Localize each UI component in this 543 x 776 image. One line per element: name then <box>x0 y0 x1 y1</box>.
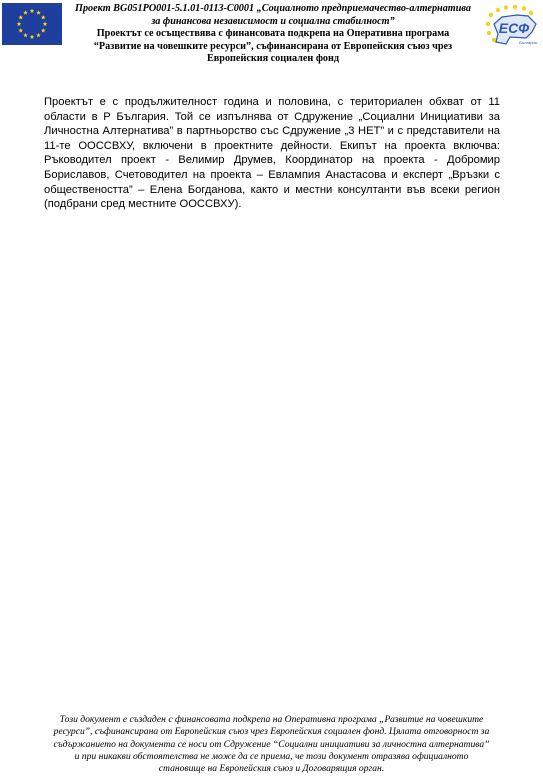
header-funding-line2: “Развитие на човешките ресурси”, съфинансирана от Европейския съюз чрез <box>93 40 453 52</box>
esf-logo-subtext: България <box>519 40 537 45</box>
esf-logo-text: ЕСФ <box>498 20 530 36</box>
header-funding-line3: Европейския социален фонд <box>207 53 339 65</box>
footer-line1: Този документ е създаден с финансовата подкрепа на Оперативна програма „Развитие на човешките <box>59 714 484 725</box>
eu-flag-icon <box>2 3 62 45</box>
footer-disclaimer <box>12 714 531 775</box>
footer-line3: съдържанието на документа се носи от Сдружение “Социални инициативи за личностна алтернатива” <box>53 738 490 750</box>
header-project-title-line1: Проект BG051PO001-5.1.01-0113-C0001 „Социалното предприемачество-алтернатива <box>75 3 471 14</box>
header-funding-line1: Проектът се осъществява с финансовата подкрепа на Оперативна програма <box>96 28 450 40</box>
esf-logo-icon <box>484 4 540 48</box>
header-project-info <box>64 3 482 66</box>
header-project-title-line2: за финансова независимост и социална стабилност” <box>151 15 395 27</box>
footer-line5: становище на Европейския съюз и Договарящия орган. <box>158 763 385 775</box>
project-description-paragraph: Проектът е с продължителност година и половина, с териториален обхват от 11 области в Р България. Той се изпълнява от Сдружение „Социални Инициативи за Личностна Алтернатива” в партньорство със Сдружение „3 НЕТ” и с представители на 11-те ООССВХУ, включени в проектните дейности. Екипът на проекта включва: Ръководител проект - Велимир Друмев, Координатор на проекта - Добромир Бориславов, Счетоводител на проекта – Евлампия Анастасова и експерт „Връзки с обществеността” – Елена Богданова, както и местни консултанти във всеки регион (подбрани сред местните ООССВХУ). <box>44 96 500 211</box>
footer-line2: ресурси”, съфинансирана от Европейския съюз чрез Европейския социален фонд. Цялата отговорност за <box>53 726 490 738</box>
footer-line4: и при никакви обстоятелства не може да се приема, че този документ отразява официалното <box>74 750 469 762</box>
